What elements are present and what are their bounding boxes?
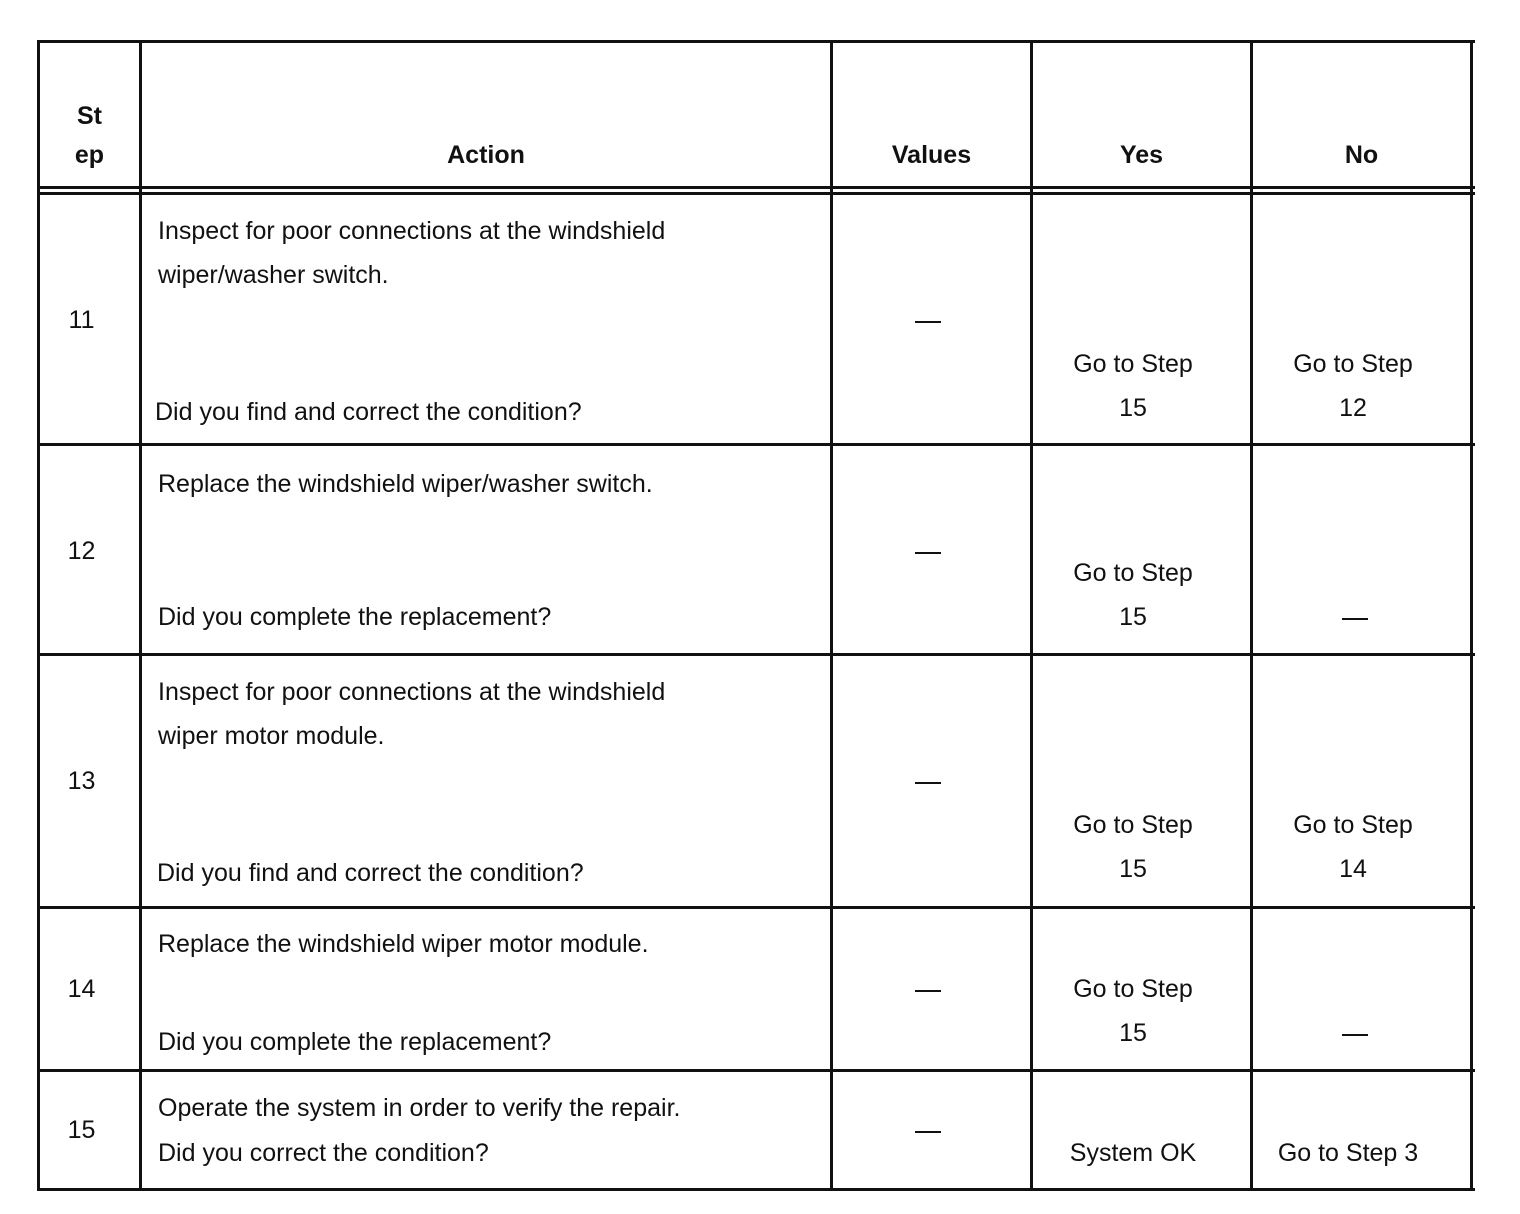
action-text: wiper/washer switch. [158,261,389,289]
row-divider [37,906,1475,909]
no-goto: Go to Step [1293,811,1413,839]
no-dash [1342,1034,1368,1036]
step-number: 12 [67,537,96,565]
yes-goto: Go to Step [1073,975,1193,1003]
values-dash [915,552,941,554]
step-number: 11 [68,306,95,334]
values-dash [915,990,941,992]
yes-goto: Go to Step [1073,350,1193,378]
header-action: Action [447,141,525,169]
action-question: Did you correct the condition? [158,1139,489,1167]
no-dash [1342,618,1368,620]
column-divider [139,40,142,1191]
action-text: wiper motor module. [158,722,385,750]
action-text: Operate the system in order to verify the repair. [158,1094,681,1122]
action-question: Did you complete the replacement? [158,1028,552,1056]
yes-goto-step: 15 [1119,1019,1147,1047]
header-divider-1 [37,186,1475,189]
no-goto: Go to Step [1293,350,1413,378]
yes-goto-step: 15 [1119,603,1147,631]
column-divider [1250,40,1253,1191]
values-dash [915,782,941,784]
row-divider [37,1069,1475,1072]
action-text: Replace the windshield wiper/washer switch. [158,470,653,498]
values-dash [915,321,941,323]
step-number: 13 [67,767,96,795]
no-goto-step: 12 [1339,394,1367,422]
yes-goto: Go to Step [1073,811,1193,839]
table-border-right [1470,40,1473,1191]
action-text: Inspect for poor connections at the windshield [158,678,666,706]
header-divider-2 [37,192,1475,195]
header-step-line2: ep [74,141,105,169]
table-border-left [37,40,40,1191]
table-border-top [37,40,1475,43]
yes-result: System OK [1069,1139,1197,1167]
action-text: Replace the windshield wiper motor module. [158,930,649,958]
action-question: Did you complete the replacement? [158,603,552,631]
row-divider [37,443,1475,446]
no-goto-step: 14 [1339,855,1367,883]
header-yes: Yes [1119,141,1164,169]
step-number: 15 [67,1116,96,1144]
column-divider [830,40,833,1191]
table-border-bottom [37,1188,1475,1191]
header-no: No [1344,141,1379,169]
row-divider [37,653,1475,656]
header-values: Values [891,141,972,169]
yes-goto-step: 15 [1119,394,1147,422]
values-dash [915,1131,941,1133]
step-number: 14 [67,975,96,1003]
yes-goto: Go to Step [1073,559,1193,587]
action-question: Did you find and correct the condition? [155,398,582,426]
action-text: Inspect for poor connections at the windshield [158,217,666,245]
yes-goto-step: 15 [1119,855,1147,883]
header-step-line1: St [77,102,102,130]
action-question: Did you find and correct the condition? [157,859,584,887]
no-goto: Go to Step 3 [1277,1139,1419,1167]
